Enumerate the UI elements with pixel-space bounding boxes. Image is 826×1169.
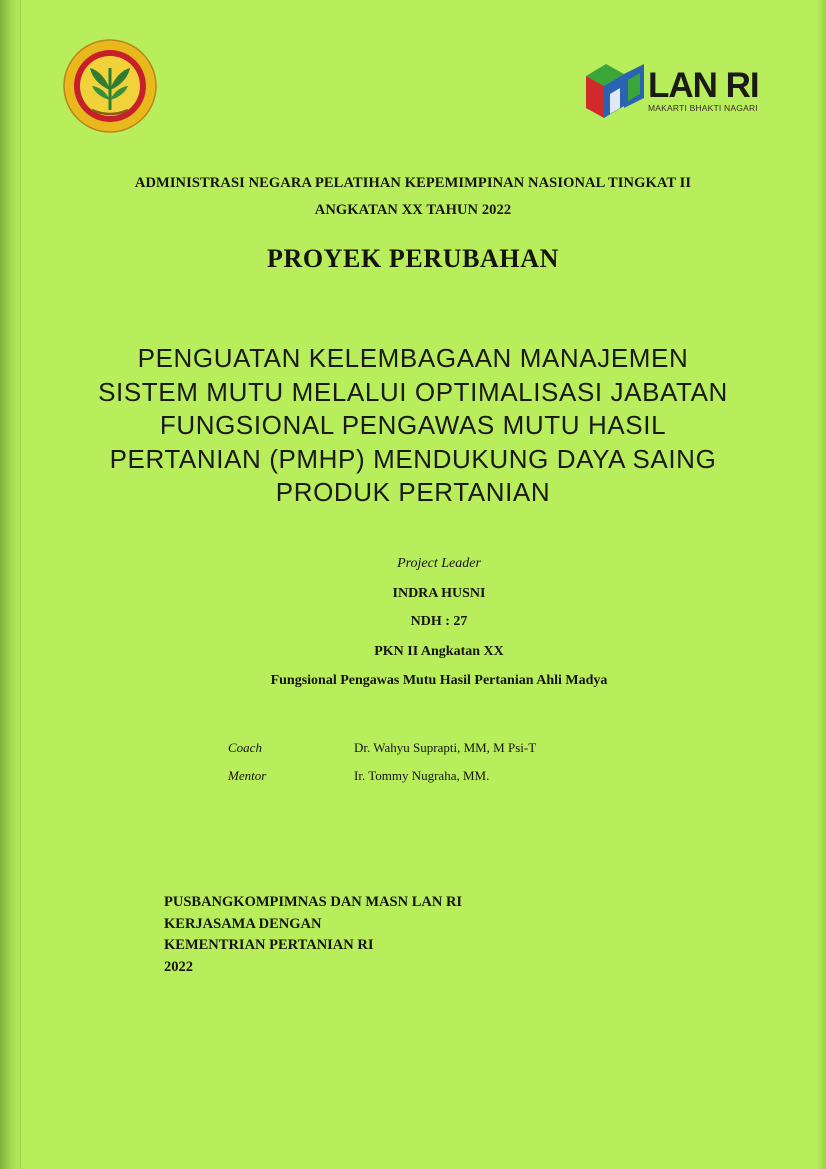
leader-program: PKN II Angkatan XX bbox=[374, 644, 504, 659]
project-title-line: FUNGSIONAL PENGAWAS MUTU HASIL bbox=[159, 410, 667, 440]
coach-name: Dr. Wahyu Suprapti, MM, M Psi-T bbox=[354, 740, 537, 755]
footer-line: KERJASAMA DENGAN bbox=[164, 915, 322, 932]
program-title-line-1: ADMINISTRASI NEGARA PELATIHAN KEPEMIMPINAN NASIONAL TINGKAT II bbox=[134, 175, 692, 191]
project-title-line: PENGUATAN KELEMBAGAAN MANAJEMEN bbox=[137, 343, 689, 373]
program-title-line-2: ANGKATAN XX TAHUN 2022 bbox=[314, 202, 512, 218]
project-leader-label: Project Leader bbox=[397, 556, 481, 571]
footer-line: KEMENTRIAN PERTANIAN RI bbox=[164, 937, 374, 953]
leader-name: INDRA HUSNI bbox=[392, 586, 486, 601]
leader-position: Fungsional Pengawas Mutu Hasil Pertanian Ahli Madya bbox=[270, 673, 608, 688]
institution-footer bbox=[164, 892, 462, 978]
lan-ri-tagline: MAKARTI BHAKTI NAGARI bbox=[648, 103, 758, 113]
project-title-line: SISTEM MUTU MELALUI OPTIMALISASI JABATAN bbox=[98, 376, 728, 407]
leader-ndh: NDH : 27 bbox=[410, 614, 468, 629]
mentor-name: Ir. Tommy Nugraha, MM. bbox=[354, 768, 490, 783]
project-title-line: PERTANIAN (PMHP) MENDUKUNG DAYA SAING bbox=[109, 443, 717, 474]
footer-line: PUSBANGKOMPIMNAS DAN MASN LAN RI bbox=[164, 894, 463, 910]
project-title bbox=[0, 342, 826, 510]
lan-ri-logo-text: LAN RI bbox=[648, 66, 759, 105]
footer-year: 2022 bbox=[164, 958, 193, 975]
kementerian-pertanian-emblem-icon bbox=[62, 38, 158, 134]
coach-label: Coach bbox=[228, 740, 262, 755]
mentor-label: Mentor bbox=[228, 768, 267, 783]
document-heading: PROYEK PERUBAHAN bbox=[267, 244, 559, 273]
project-title-line: PRODUK PERTANIAN bbox=[275, 477, 551, 507]
